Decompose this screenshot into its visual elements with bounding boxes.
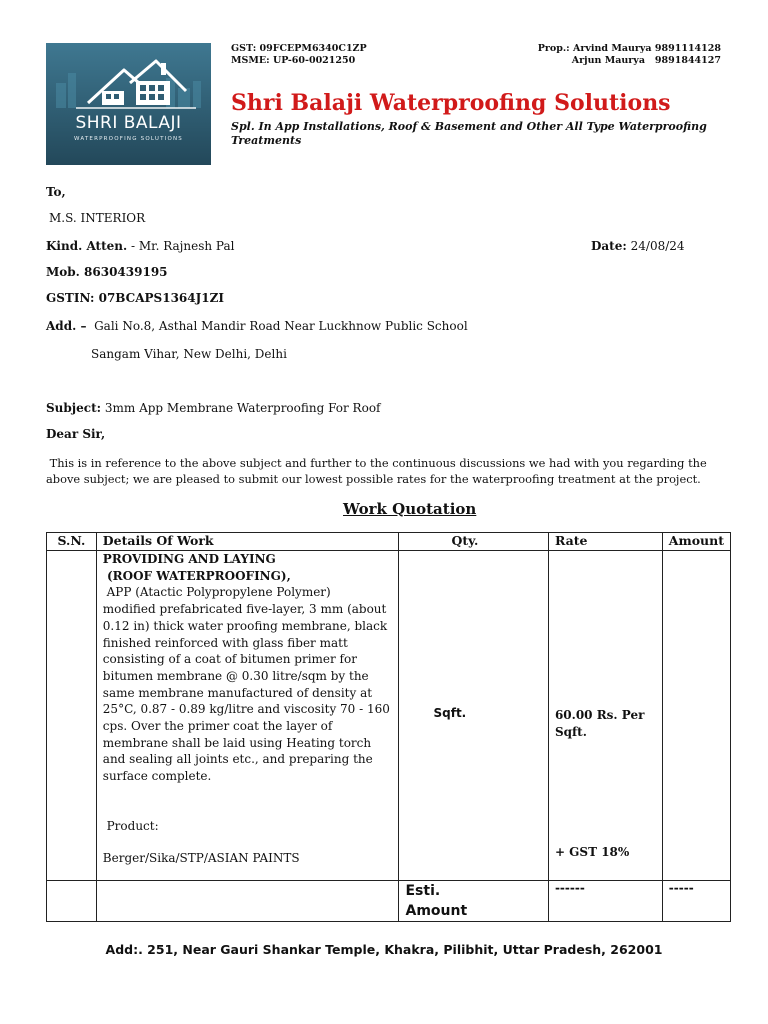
gst-note: + GST 18% bbox=[554, 845, 630, 859]
table-row bbox=[47, 551, 731, 881]
recipient-name: M.S. INTERIOR bbox=[49, 211, 146, 225]
col-amount: Amount bbox=[662, 533, 730, 551]
item-desc-11: and sealing all joints etc., and preparing the bbox=[102, 752, 373, 767]
total-amount: ----- bbox=[662, 881, 730, 922]
proprietor-1: Prop.: Arvind Maurya 9891114128 bbox=[537, 43, 721, 54]
qty-value: Sqft. bbox=[433, 706, 467, 720]
col-rate: Rate bbox=[548, 533, 662, 551]
item-desc-4: finished reinforced with glass fiber matt bbox=[102, 635, 348, 650]
company-tagline-line1: Spl. In App Installations, Roof & Basement and Other All Type Waterproofing bbox=[231, 120, 707, 133]
total-label-1: Esti. bbox=[405, 883, 441, 899]
col-sn: S.N. bbox=[47, 533, 97, 551]
col-details: Details Of Work bbox=[96, 533, 399, 551]
col-qty: Qty. bbox=[399, 533, 548, 551]
total-row bbox=[47, 881, 731, 922]
item-desc-6: bitumen membrane @ 0.30 litre/sqm by the bbox=[102, 668, 369, 683]
mobile-number: Mob. 8630439195 bbox=[46, 265, 168, 279]
item-desc-1: APP (Atactic Polypropylene Polymer) bbox=[102, 585, 331, 600]
company-logo bbox=[46, 43, 211, 165]
row-qty bbox=[399, 551, 548, 881]
to-label: To, bbox=[46, 185, 66, 199]
row-rate bbox=[548, 551, 662, 881]
item-desc-5: consisting of a coat of bitumen primer for bbox=[102, 652, 357, 667]
rate-value-2: Sqft. bbox=[554, 725, 587, 739]
item-desc-12: surface complete. bbox=[102, 769, 212, 784]
gst-number: GST: 09FCEPM6340C1ZP bbox=[231, 43, 367, 54]
item-title-2: (ROOF WATERPROOFING), bbox=[102, 568, 291, 583]
total-label bbox=[399, 881, 548, 922]
footer-address: Add:. 251, Near Gauri Shankar Temple, Khakra, Pilibhit, Uttar Pradesh, 262001 bbox=[105, 942, 663, 957]
attention-line bbox=[46, 238, 234, 254]
logo-title: SHRI BALAJI bbox=[75, 113, 182, 133]
quotation-title: Work Quotation bbox=[343, 500, 477, 518]
address-text1: Gali No.8, Asthal Mandir Road Near Luckhnow Public School bbox=[94, 319, 468, 333]
company-tagline-line2: Treatments bbox=[231, 134, 302, 147]
product-label: Product: bbox=[102, 818, 159, 833]
row-sn bbox=[47, 551, 97, 881]
greeting: Dear Sir, bbox=[46, 427, 106, 441]
attention-value: - Mr. Rajnesh Pal bbox=[131, 239, 235, 253]
total-details bbox=[96, 881, 399, 922]
company-name: Shri Balaji Waterproofing Solutions bbox=[231, 90, 671, 116]
total-label-2: Amount bbox=[405, 903, 468, 919]
date-value: 24/08/24 bbox=[630, 239, 685, 253]
total-rate: ------ bbox=[548, 881, 662, 922]
address-line1 bbox=[46, 318, 468, 334]
intro-paragraph-line1: This is in reference to the above subject and further to the continuous discussions we had with you regarding the bbox=[46, 456, 707, 470]
rate-value-1: 60.00 Rs. Per bbox=[554, 708, 645, 722]
date-line bbox=[591, 238, 685, 254]
proprietor-2: Arjun Maurya 9891844127 bbox=[571, 55, 721, 66]
product-value: Berger/Sika/STP/ASIAN PAINTS bbox=[102, 850, 300, 865]
item-desc-2: modified prefabricated five-layer, 3 mm (about bbox=[102, 602, 387, 617]
item-desc-7: same membrane manufactured of density at bbox=[102, 685, 373, 700]
address-label: Add. – bbox=[46, 319, 87, 333]
gstin-number: GSTIN: 07BCAPS1364J1ZI bbox=[46, 291, 225, 305]
item-desc-9: cps. Over the primer coat the layer of bbox=[102, 719, 333, 734]
subject-label: Subject: bbox=[46, 401, 102, 415]
attention-label: Kind. Atten. bbox=[46, 239, 128, 253]
item-desc-8: 25°C, 0.87 - 0.89 kg/litre and viscosity 70 - 160 bbox=[102, 702, 390, 717]
date-label: Date: bbox=[591, 239, 627, 253]
house-icon bbox=[46, 43, 211, 165]
item-desc-10: membrane shall be laid using Heating torch bbox=[102, 735, 372, 750]
row-details bbox=[96, 551, 399, 881]
msme-number: MSME: UP-60-0021250 bbox=[231, 55, 356, 66]
subject-line bbox=[46, 400, 380, 416]
total-sn bbox=[47, 881, 97, 922]
quotation-table bbox=[46, 532, 731, 922]
row-amount bbox=[662, 551, 730, 881]
item-desc-3: 0.12 in) thick water proofing membrane, black bbox=[102, 618, 388, 633]
subject-value: 3mm App Membrane Waterproofing For Roof bbox=[104, 401, 381, 415]
address-line2: Sangam Vihar, New Delhi, Delhi bbox=[91, 347, 287, 361]
table-header-row bbox=[47, 533, 731, 551]
item-title-1: PROVIDING AND LAYING bbox=[102, 552, 276, 566]
logo-subtitle: WATERPROOFING SOLUTIONS bbox=[74, 136, 183, 142]
intro-paragraph-line2: above subject; we are pleased to submit our lowest possible rates for the waterproofing treatment at the project. bbox=[46, 472, 701, 486]
